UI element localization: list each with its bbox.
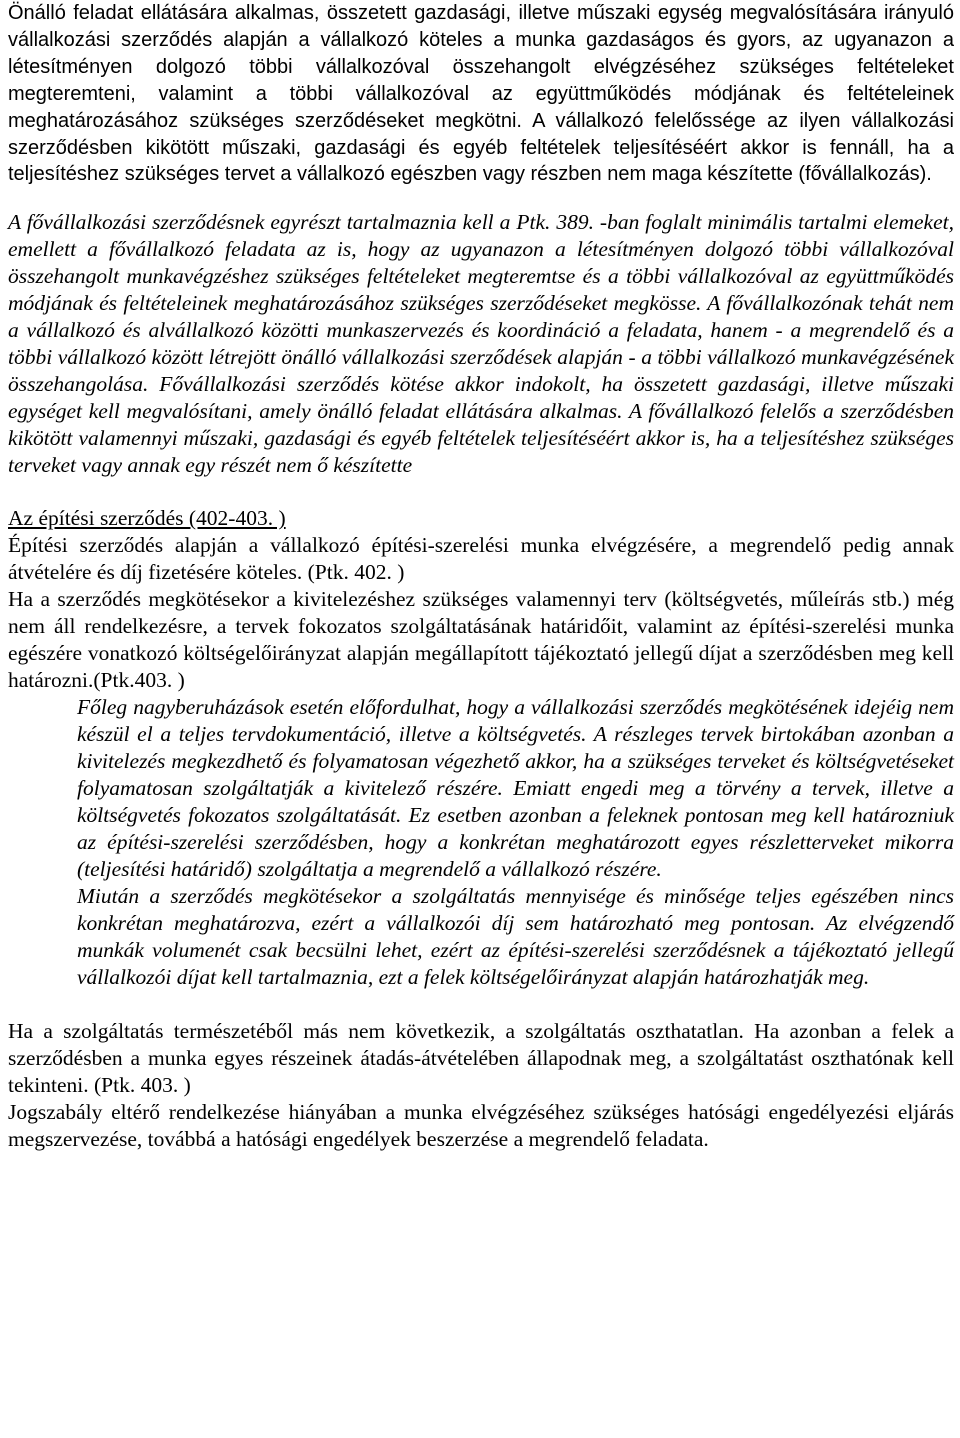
commentary-vallalkozoi-dij: Miután a szerződés megkötésekor a szolgáltatás mennyisége és minősége teljes egészében nincs konkrétan meghatározva, ezért a vállalkozói díj sem határozható meg pontosan. Az elvégzendő munkák volumenét csak becsülni lehet, ezért az építési-szerelési szerződésnek a tájékoztató jellegű vállalkozói díjat kell tartalmaznia, ezt a felek költségelőirányzat alapján határozhatják meg. [77,884,954,990]
paragraph-fovallalkozas-definition: Önálló feladat ellátására alkalmas, összetett gazdasági, illetve műszaki egység megvalósítására irányuló vállalkozási szerződés alapján a vállalkozó köteles a munka gazdaságos és gyors, az ugyanazon a létesítményen dolgozó többi vállalkozóval összehangolt elvégzéséhez szükséges feltételeket megteremteni, valamint a többi vállalkozóval az együttműködés módjának és feltételeinek meghatározásához szükséges szerződéseket megkötni. A vállalkozó felelőssége az ilyen vállalkozási szerződésben kikötött műszaki, gazdasági és egyéb feltételek teljesítéséért akkor is fennáll, ha a teljesítéshez szükséges tervet a vállalkozó egészben vagy részben nem maga készítette (fővállalkozás). [8,2,954,186]
document-page [8,0,954,1153]
paragraph-fovallalkozasi-szerzodes: A fővállalkozási szerződésnek egyrészt tartalmaznia kell a Ptk. 389. -ban foglalt minimális tartalmi elemeket, emellett a fővállalkozó feladata az is, hogy az ugyanazon a létesítményen dolgozó többi vállalkozóval összehangolt munkavégzéshez szükséges feltételeket megteremtse és a többi vállalkozóval az együttműködés módjának és feltételeinek meghatározásához szükséges szerződéseket megkösse. A fővállalkozónak tehát nem a vállalkozó és alvállalkozó közötti munkaszervezés és koordináció a feladata, hanem - a megrendelő és a többi vállalkozó között létrejött önálló vállalkozási szerződések alapján - a többi vállalkozó munkavégzésének összehangolása. Fővállalkozási szerződés kötése akkor indokolt, ha összetett gazdasági, illetve műszaki egységet kell megvalósítani, amely önálló feladat ellátására alkalmas. A fővállalkozó felelős a szerződésben kikötött valamennyi műszaki, gazdasági és egyéb feltételek teljesítéséért akkor is, ha a teljesítéshez szükséges terveket vagy annak egy részét nem ő készítette [8,210,954,478]
commentary-nagyberuhazasok: Főleg nagyberuházások esetén előfordulhat, hogy a vállalkozási szerződés megkötésének idejéig nem készül el a teljes tervdokumentáció, illetve a költségvetés. A részleges tervek birtokában azonban a kivitelezés megkezdhető és folyamatosan végezhető akkor, ha a szükséges terveket és költségvetéseket folyamatosan szolgáltatják a kivitelező részére. Emiatt engedi meg a törvény a tervek, illetve a költségvetés fokozatos szolgáltatását. Ez esetben azonban a feleknek pontosan meg kell határozniuk az építési-szerelési szerződésben, hogy a konkrétan meghatározott egyes részletterveket mikorra (teljesítési határidő) szolgáltatja a megrendelő a vállalkozó részére. [77,695,954,882]
section-heading-epitesi-szerzodes: Az építési szerződés (402-403. ) [8,506,286,531]
paragraph-hatosagi-engedelyek: Jogszabály eltérő rendelkezése hiányában a munka elvégzéséhez szükséges hatósági engedélyezési eljárás megszervezése, továbbá a hatósági engedélyek beszerzése a megrendelő feladata. [8,1100,954,1152]
paragraph-szolgaltatas-oszthatatlan: Ha a szolgáltatás természetéből más nem következik, a szolgáltatás oszthatatlan. Ha azonban a felek a szerződésben a munka egyes részeinek átadás-átvételében állapodnak meg, a szolgáltatást oszthatónak kell tekinteni. (Ptk. 403. ) [8,1019,954,1098]
paragraph-epitesi-szerzodes-definition: Építési szerződés alapján a vállalkozó építési-szerelési munka elvégzésére, a megrendelő pedig annak átvételére és díj fizetésére köteles. (Ptk. 402. ) [8,533,954,585]
paragraph-tervek-fokozatos-szolgaltatasa: Ha a szerződés megkötésekor a kivitelezéshez szükséges valamennyi terv (költségvetés, műleírás stb.) még nem áll rendelkezésre, a tervek fokozatos szolgáltatásának határidőit, valamint az építési-szerelési munka egészére vonatkozó költségelőirányzat alapján megállapított tájékoztató jellegű díjat a szerződésben meg kell határozni.(Ptk.403. ) [8,587,954,693]
